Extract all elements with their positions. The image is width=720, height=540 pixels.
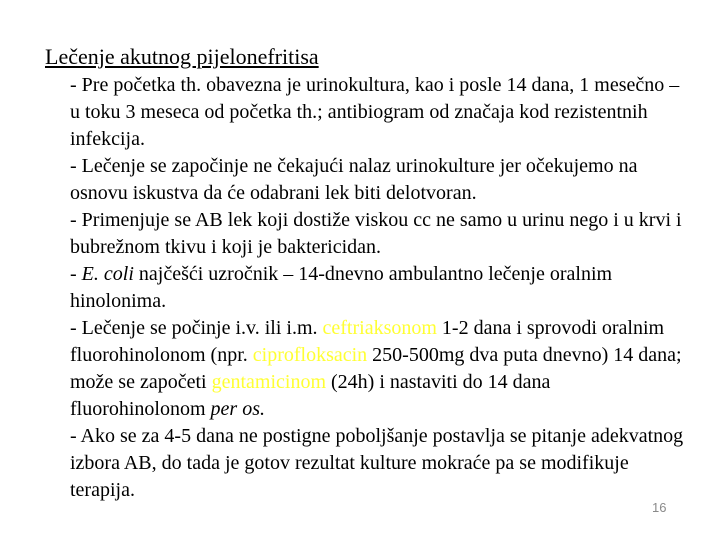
slide-title: Lečenje akutnog pijelonefritisa <box>45 44 319 69</box>
bullet-item <box>70 207 684 261</box>
body-text: 250-500mg dva puta dnevno) 14 dana; može se započeti <box>70 344 682 393</box>
page-number: 16 <box>652 500 667 515</box>
latin-term-italic: per os. <box>210 398 265 420</box>
body-text: - Lečenje se počinje i.v. ili i.m. <box>70 317 323 339</box>
body-text: - Pre početka th. obavezna je urinokultura, kao i posle 14 dana, 1 mesečno – u toku 3 meseca od početka th.; antibiogram od značaja kod rezistentnih infekcija. <box>70 74 680 150</box>
bullet-item <box>70 315 684 423</box>
slide-body <box>70 72 684 504</box>
bullet-item <box>70 153 684 207</box>
body-text: najčešći uzročnik – 14-dnevno ambulantno lečenje oralnim hinolonima. <box>70 263 613 312</box>
drug-name-highlight: ciprofloksacin <box>252 344 368 366</box>
body-text: - Primenjuje se AB lek koji dostiže viskou cc ne samo u urinu nego i u krvi i bubrežnom tkivu i koji je baktericidan. <box>70 209 682 258</box>
drug-name-highlight: ceftriaksonom <box>322 317 437 339</box>
bullet-item <box>70 423 684 504</box>
body-text: - Ako se za 4-5 dana ne postigne poboljšanje postavlja se pitanje adekvatnog izbora AB, do tada je gotov rezultat kulture mokraće pa se modifikuje terapija. <box>70 425 684 501</box>
body-text: - <box>70 263 82 285</box>
bullet-item <box>70 72 684 153</box>
latin-term-italic: E. coli <box>81 263 134 285</box>
body-text: 1-2 dana i sprovodi oralnim fluorohinolonom (npr. <box>70 317 665 366</box>
body-text: - Lečenje se započinje ne čekajući nalaz urinokulture jer očekujemo na osnovu iskustva da će odabrani lek biti delotvoran. <box>70 155 638 204</box>
drug-name-highlight: gentamicinom <box>211 371 327 393</box>
body-text: (24h) i nastaviti do 14 dana fluorohinolonom <box>70 371 551 420</box>
bullet-item <box>70 261 684 315</box>
